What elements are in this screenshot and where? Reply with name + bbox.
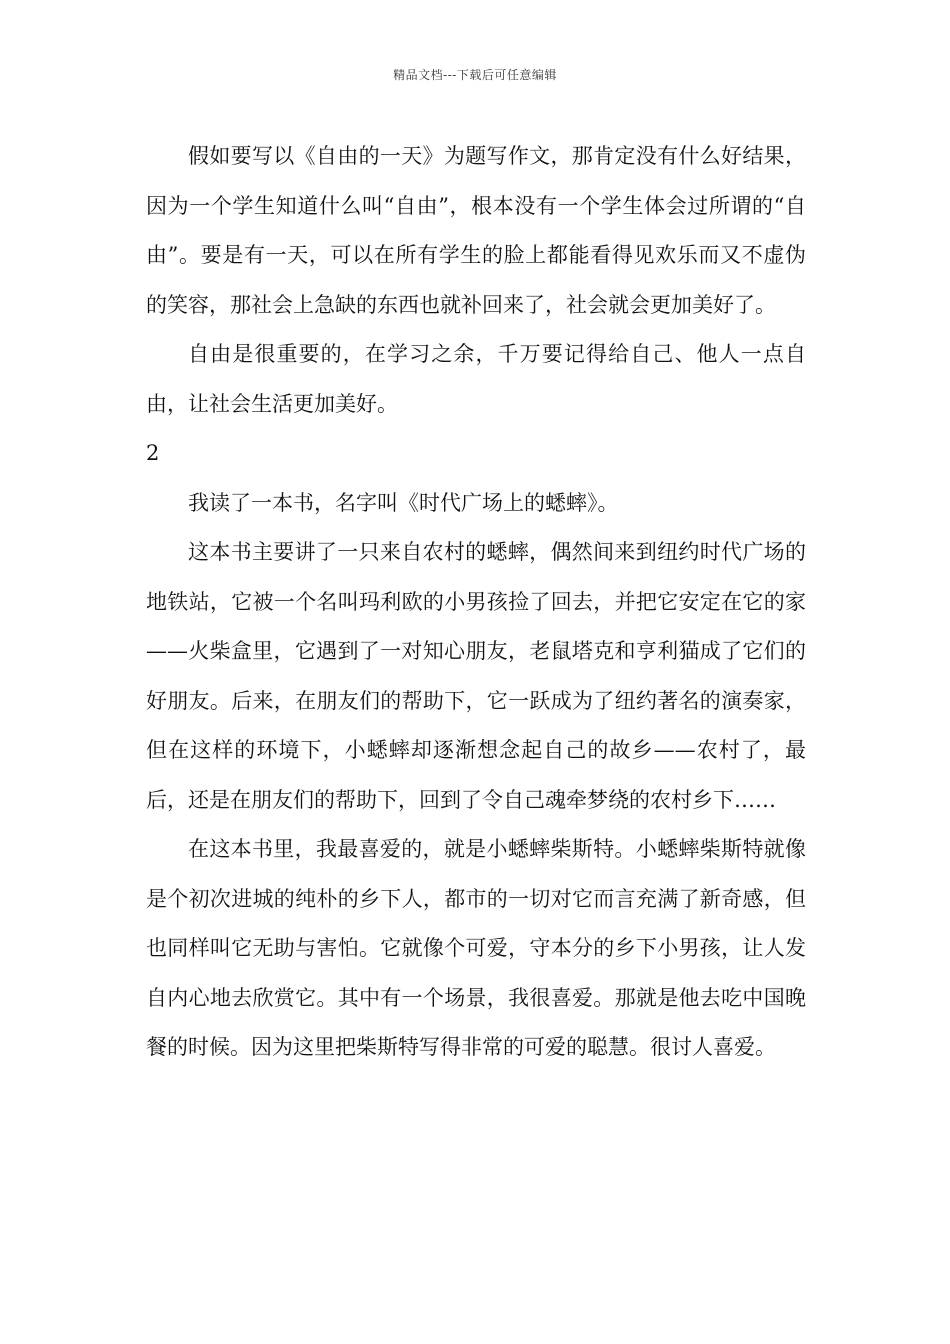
section-number: 2 [146, 441, 160, 465]
paragraph-freedom-essay: 假如要写以《自由的一天》为题写作文，那肯定没有什么好结果，因为一个学生知道什么叫“自由”，根本没有一个学生体会过所谓的“自由”。要是有一天，可以在所有学生的脸上都能看得见欢乐而又不虚伪的笑容，那社会上急缺的东西也就补回来了，社会就会更加美好了。 [146, 144, 806, 317]
paragraph-book-summary: 这本书主要讲了一只来自农村的蟋蟀，偶然间来到纽约时代广场的地铁站，它被一个名叫玛利欧的小男孩捡了回去，并把它安定在它的家——火柴盒里，它遇到了一对知心朋友，老鼠塔克和亨利猫成了它们的好朋友。后来，在朋友们的帮助下，它一跃成为了纽约著名的演奏家，但在这样的环境下，小蟋蟀却逐渐想念起自己的故乡——农村了，最后，还是在朋友们的帮助下，回到了令自己魂牵梦绕的农村乡下…… [146, 540, 806, 812]
page-header: 精品文档---下载后可任意编辑 [393, 68, 557, 82]
paragraph-freedom-conclusion: 自由是很重要的，在学习之余，千万要记得给自己、他人一点自由，让社会生活更加美好。 [146, 342, 806, 416]
paragraph-favorite-character: 在这本书里，我最喜爱的，就是小蟋蟀柴斯特。小蟋蟀柴斯特就像是个初次进城的纯朴的乡下人，都市的一切对它而言充满了新奇感，但也同样叫它无助与害怕。它就像个可爱，守本分的乡下小男孩，让人发自内心地去欣赏它。其中有一个场景，我很喜爱。那就是他去吃中国晚餐的时候。因为这里把柴斯特写得非常的可爱的聪慧。很讨人喜爱。 [146, 837, 806, 1059]
paragraph-book-intro: 我读了一本书，名字叫《时代广场上的蟋蟀》。 [188, 490, 619, 515]
document-body [146, 132, 806, 1073]
